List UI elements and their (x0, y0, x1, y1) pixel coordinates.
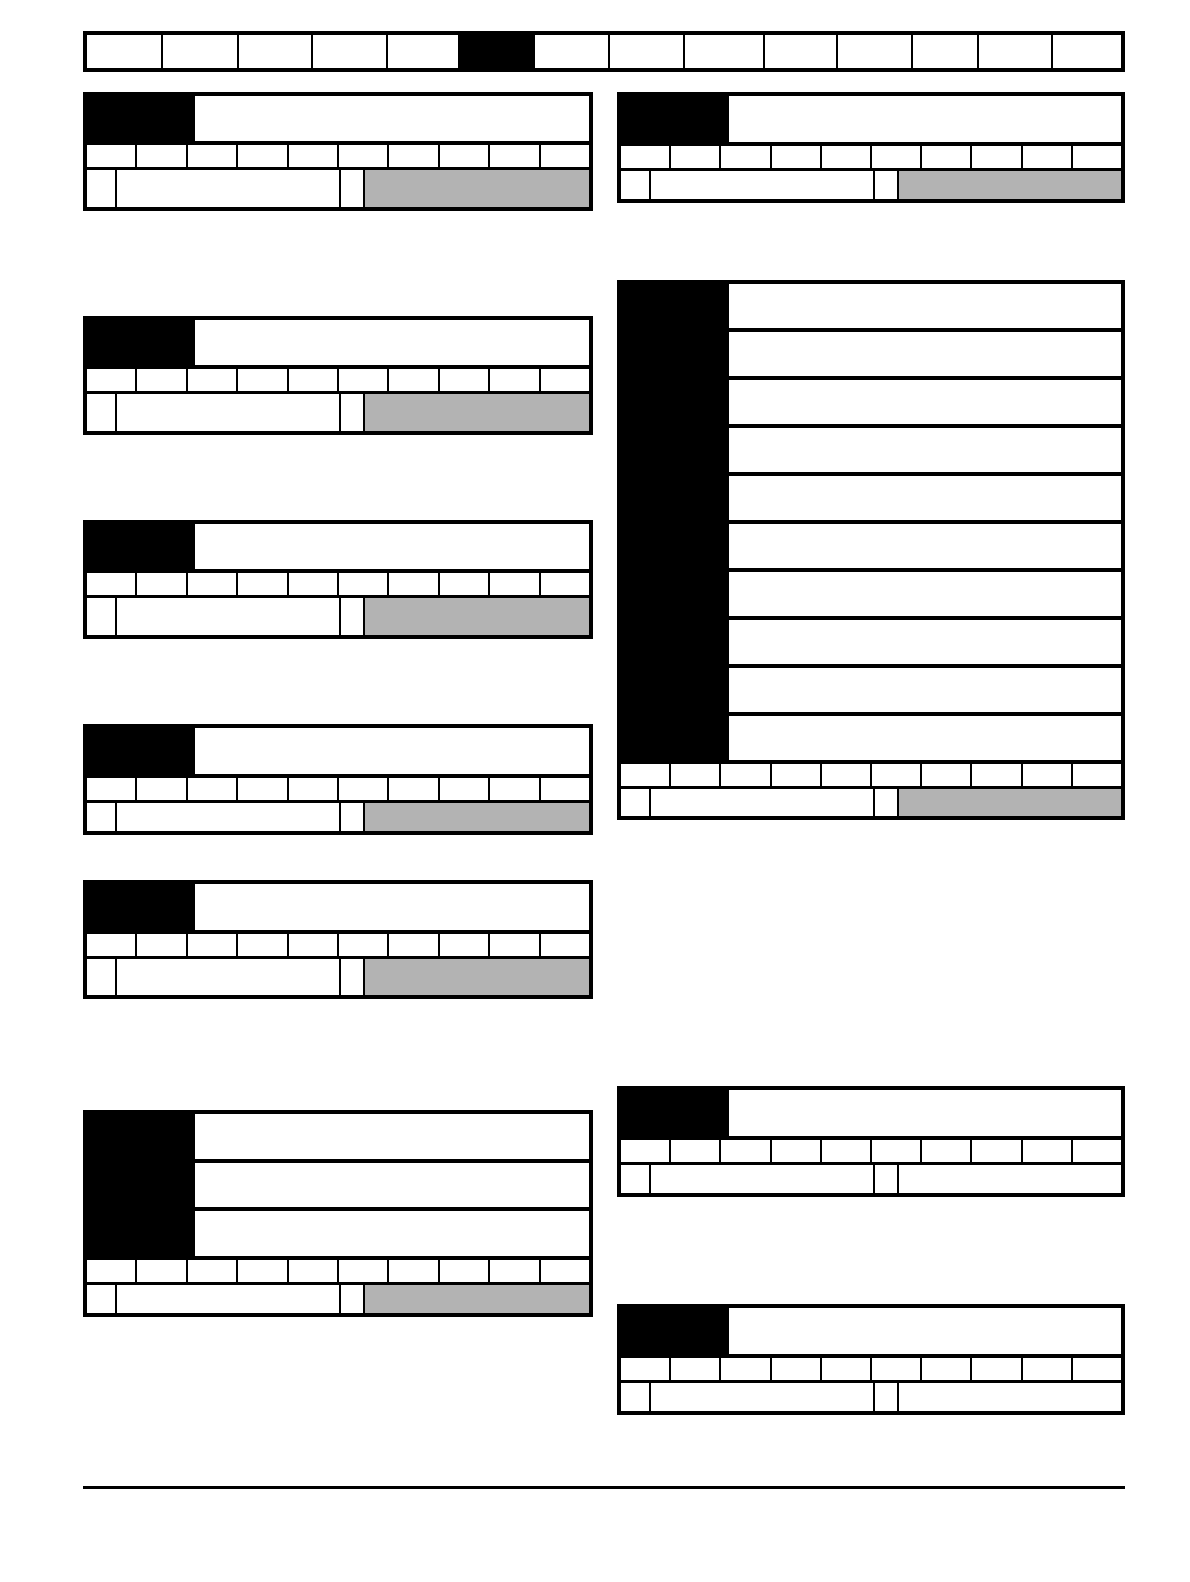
range-marker-cell (621, 1383, 651, 1411)
attribute-cell (822, 764, 872, 786)
parameter-title-cell (193, 1114, 589, 1159)
parameter-range-row (87, 1282, 589, 1313)
parameter-range-row (621, 786, 1121, 816)
parameter-attribute-row (87, 365, 589, 391)
attribute-cell (922, 1358, 972, 1380)
attribute-cell (339, 573, 389, 595)
parameter-block (83, 880, 593, 999)
nav-tab[interactable] (239, 35, 313, 68)
attribute-cell (1023, 1140, 1073, 1162)
range-value-cell (117, 394, 341, 431)
parameter-header (87, 96, 589, 141)
attribute-cell (541, 934, 589, 956)
range-value-cell (651, 1165, 875, 1193)
attribute-cell (621, 1140, 671, 1162)
nav-tab[interactable] (388, 35, 460, 68)
range-marker-cell (87, 959, 117, 995)
parameter-attribute-row (621, 1136, 1121, 1162)
attribute-cell (289, 1260, 339, 1282)
attribute-cell (1073, 146, 1121, 168)
attribute-cell (1023, 146, 1073, 168)
range-value-cell (117, 1285, 341, 1313)
default-marker-cell (341, 1285, 365, 1313)
attribute-cell (1073, 1140, 1121, 1162)
attribute-cell (188, 934, 238, 956)
range-marker-cell (621, 171, 651, 199)
parameter-attribute-row (87, 569, 589, 595)
default-value-field (899, 1165, 1121, 1193)
attribute-cell (922, 764, 972, 786)
parameter-header (87, 1114, 589, 1256)
range-value-cell (651, 1383, 875, 1411)
range-marker-cell (621, 1165, 651, 1193)
attribute-cell (87, 778, 137, 800)
range-value-cell (117, 170, 341, 207)
parameter-number-cell (87, 728, 193, 774)
parameter-block (83, 1110, 593, 1317)
default-marker-cell (875, 1165, 899, 1193)
parameter-title-cell (193, 728, 589, 774)
attribute-cell (721, 764, 771, 786)
parameter-title-cell (193, 1207, 589, 1256)
range-marker-cell (621, 789, 651, 816)
attribute-cell (671, 146, 721, 168)
attribute-cell (238, 145, 288, 167)
attribute-cell (772, 1358, 822, 1380)
footer-divider (83, 1486, 1125, 1489)
parameter-range-row (621, 1162, 1121, 1193)
default-value-field (365, 598, 589, 635)
attribute-cell (490, 145, 540, 167)
nav-tab[interactable] (765, 35, 838, 68)
default-value-field (365, 803, 589, 831)
parameter-range-row (87, 956, 589, 995)
attribute-cell (822, 146, 872, 168)
default-marker-cell (341, 959, 365, 995)
default-value-field (899, 789, 1121, 816)
attribute-cell (87, 573, 137, 595)
nav-tab[interactable] (610, 35, 685, 68)
attribute-cell (137, 369, 187, 391)
attribute-cell (671, 1358, 721, 1380)
parameter-header (87, 320, 589, 365)
attribute-cell (972, 764, 1022, 786)
parameter-range-row (87, 595, 589, 635)
parameter-block (83, 316, 593, 435)
range-marker-cell (87, 803, 117, 831)
range-value-cell (117, 959, 341, 995)
range-marker-cell (87, 394, 117, 431)
parameter-block (83, 724, 593, 835)
attribute-cell (541, 573, 589, 595)
attribute-cell (440, 145, 490, 167)
default-value-field (365, 959, 589, 995)
default-marker-cell (341, 598, 365, 635)
attribute-cell (238, 934, 288, 956)
parameter-number-cell (621, 284, 727, 760)
attribute-cell (339, 778, 389, 800)
attribute-cell (922, 146, 972, 168)
attribute-cell (772, 764, 822, 786)
nav-tab[interactable] (979, 35, 1053, 68)
attribute-cell (188, 145, 238, 167)
parameter-range-row (621, 168, 1121, 199)
attribute-cell (389, 1260, 439, 1282)
attribute-cell (972, 146, 1022, 168)
attribute-cell (541, 369, 589, 391)
attribute-cell (490, 369, 540, 391)
attribute-cell (87, 145, 137, 167)
parameter-block (83, 520, 593, 639)
parameter-block (83, 92, 593, 211)
attribute-cell (490, 934, 540, 956)
attribute-cell (490, 1260, 540, 1282)
parameter-title-cell (193, 320, 589, 365)
attribute-cell (188, 369, 238, 391)
attribute-cell (872, 146, 922, 168)
attribute-cell (87, 934, 137, 956)
attribute-cell (339, 934, 389, 956)
attribute-cell (188, 573, 238, 595)
nav-tab[interactable] (87, 35, 163, 68)
parameter-header (621, 96, 1121, 142)
section-nav-bar (83, 31, 1125, 72)
nav-tab[interactable] (913, 35, 979, 68)
parameter-attribute-row (621, 760, 1121, 786)
attribute-cell (389, 778, 439, 800)
parameter-number-cell (87, 524, 193, 569)
attribute-cell (822, 1140, 872, 1162)
attribute-cell (772, 1140, 822, 1162)
parameter-range-row (87, 167, 589, 207)
attribute-cell (671, 764, 721, 786)
parameter-attribute-row (87, 141, 589, 167)
attribute-cell (389, 145, 439, 167)
parameter-header (87, 728, 589, 774)
attribute-cell (872, 1140, 922, 1162)
attribute-cell (490, 778, 540, 800)
default-value-field (365, 394, 589, 431)
nav-tab-active[interactable] (460, 35, 535, 68)
attribute-cell (238, 369, 288, 391)
attribute-cell (872, 1358, 922, 1380)
attribute-cell (188, 1260, 238, 1282)
nav-tab[interactable] (838, 35, 913, 68)
parameter-range-row (87, 800, 589, 831)
attribute-cell (137, 573, 187, 595)
default-value-field (899, 1383, 1121, 1411)
attribute-cell (721, 146, 771, 168)
attribute-cell (188, 778, 238, 800)
attribute-cell (1073, 1358, 1121, 1380)
attribute-cell (289, 778, 339, 800)
parameter-title-cell (193, 884, 589, 930)
attribute-cell (389, 573, 439, 595)
parameter-header (621, 1308, 1121, 1354)
attribute-cell (972, 1140, 1022, 1162)
parameter-title-cell (727, 1308, 1121, 1354)
nav-tab[interactable] (163, 35, 239, 68)
parameter-title-cell (193, 96, 589, 141)
attribute-cell (541, 145, 589, 167)
parameter-number-cell (621, 1090, 727, 1136)
parameter-number-cell (621, 1308, 727, 1354)
parameter-block (617, 280, 1125, 820)
parameter-attribute-row (621, 142, 1121, 168)
parameter-title-cell (727, 328, 1121, 376)
default-value-field (899, 171, 1121, 199)
parameter-number-cell (87, 320, 193, 365)
parameter-number-cell (87, 1114, 193, 1256)
default-value-field (365, 1285, 589, 1313)
attribute-cell (621, 146, 671, 168)
attribute-cell (440, 1260, 490, 1282)
default-marker-cell (875, 789, 899, 816)
parameter-title-cell (727, 664, 1121, 712)
default-marker-cell (341, 394, 365, 431)
attribute-cell (721, 1358, 771, 1380)
range-value-cell (651, 171, 875, 199)
attribute-cell (238, 573, 288, 595)
attribute-cell (289, 934, 339, 956)
attribute-cell (440, 934, 490, 956)
parameter-title-cell (727, 424, 1121, 472)
attribute-cell (822, 1358, 872, 1380)
parameter-title-cell (193, 524, 589, 569)
attribute-cell (289, 145, 339, 167)
parameter-number-cell (87, 884, 193, 930)
attribute-cell (872, 764, 922, 786)
parameter-title-cell (727, 96, 1121, 142)
attribute-cell (339, 369, 389, 391)
parameter-title-cell (727, 472, 1121, 520)
default-marker-cell (341, 803, 365, 831)
attribute-cell (339, 145, 389, 167)
parameter-attribute-row (87, 930, 589, 956)
range-marker-cell (87, 1285, 117, 1313)
attribute-cell (137, 778, 187, 800)
attribute-cell (621, 1358, 671, 1380)
attribute-cell (289, 369, 339, 391)
range-value-cell (117, 598, 341, 635)
nav-tab[interactable] (313, 35, 388, 68)
attribute-cell (238, 778, 288, 800)
attribute-cell (289, 573, 339, 595)
parameter-header (621, 1090, 1121, 1136)
attribute-cell (1023, 764, 1073, 786)
attribute-cell (137, 145, 187, 167)
attribute-cell (1073, 764, 1121, 786)
attribute-cell (721, 1140, 771, 1162)
attribute-cell (87, 1260, 137, 1282)
parameter-header (87, 884, 589, 930)
attribute-cell (339, 1260, 389, 1282)
attribute-cell (87, 369, 137, 391)
range-marker-cell (87, 598, 117, 635)
attribute-cell (440, 369, 490, 391)
range-marker-cell (87, 170, 117, 207)
attribute-cell (541, 1260, 589, 1282)
nav-tab[interactable] (535, 35, 610, 68)
parameter-title-cell (193, 1159, 589, 1208)
parameter-title-cell (727, 1090, 1121, 1136)
parameter-number-cell (621, 96, 727, 142)
nav-tab[interactable] (685, 35, 765, 68)
attribute-cell (922, 1140, 972, 1162)
range-value-cell (117, 803, 341, 831)
attribute-cell (389, 369, 439, 391)
range-value-cell (651, 789, 875, 816)
parameter-block (617, 1304, 1125, 1415)
parameter-block (617, 1086, 1125, 1197)
parameter-attribute-row (87, 1256, 589, 1282)
attribute-cell (389, 934, 439, 956)
parameter-header (621, 284, 1121, 760)
parameter-title-cell (727, 376, 1121, 424)
parameter-title-cell (727, 568, 1121, 616)
attribute-cell (972, 1358, 1022, 1380)
attribute-cell (490, 573, 540, 595)
parameter-title-cell (727, 616, 1121, 664)
parameter-title-cell (727, 712, 1121, 760)
attribute-cell (541, 778, 589, 800)
attribute-cell (772, 146, 822, 168)
attribute-cell (238, 1260, 288, 1282)
parameter-block (617, 92, 1125, 203)
nav-tab[interactable] (1053, 35, 1121, 68)
attribute-cell (1023, 1358, 1073, 1380)
attribute-cell (671, 1140, 721, 1162)
parameter-attribute-row (87, 774, 589, 800)
parameter-title-cell (727, 284, 1121, 328)
parameter-header (87, 524, 589, 569)
parameter-range-row (621, 1380, 1121, 1411)
attribute-cell (440, 778, 490, 800)
default-marker-cell (341, 170, 365, 207)
attribute-cell (137, 934, 187, 956)
attribute-cell (137, 1260, 187, 1282)
parameter-title-cell (727, 520, 1121, 568)
attribute-cell (621, 764, 671, 786)
default-value-field (365, 170, 589, 207)
parameter-number-cell (87, 96, 193, 141)
default-marker-cell (875, 1383, 899, 1411)
attribute-cell (440, 573, 490, 595)
parameter-range-row (87, 391, 589, 431)
default-marker-cell (875, 171, 899, 199)
parameter-attribute-row (621, 1354, 1121, 1380)
